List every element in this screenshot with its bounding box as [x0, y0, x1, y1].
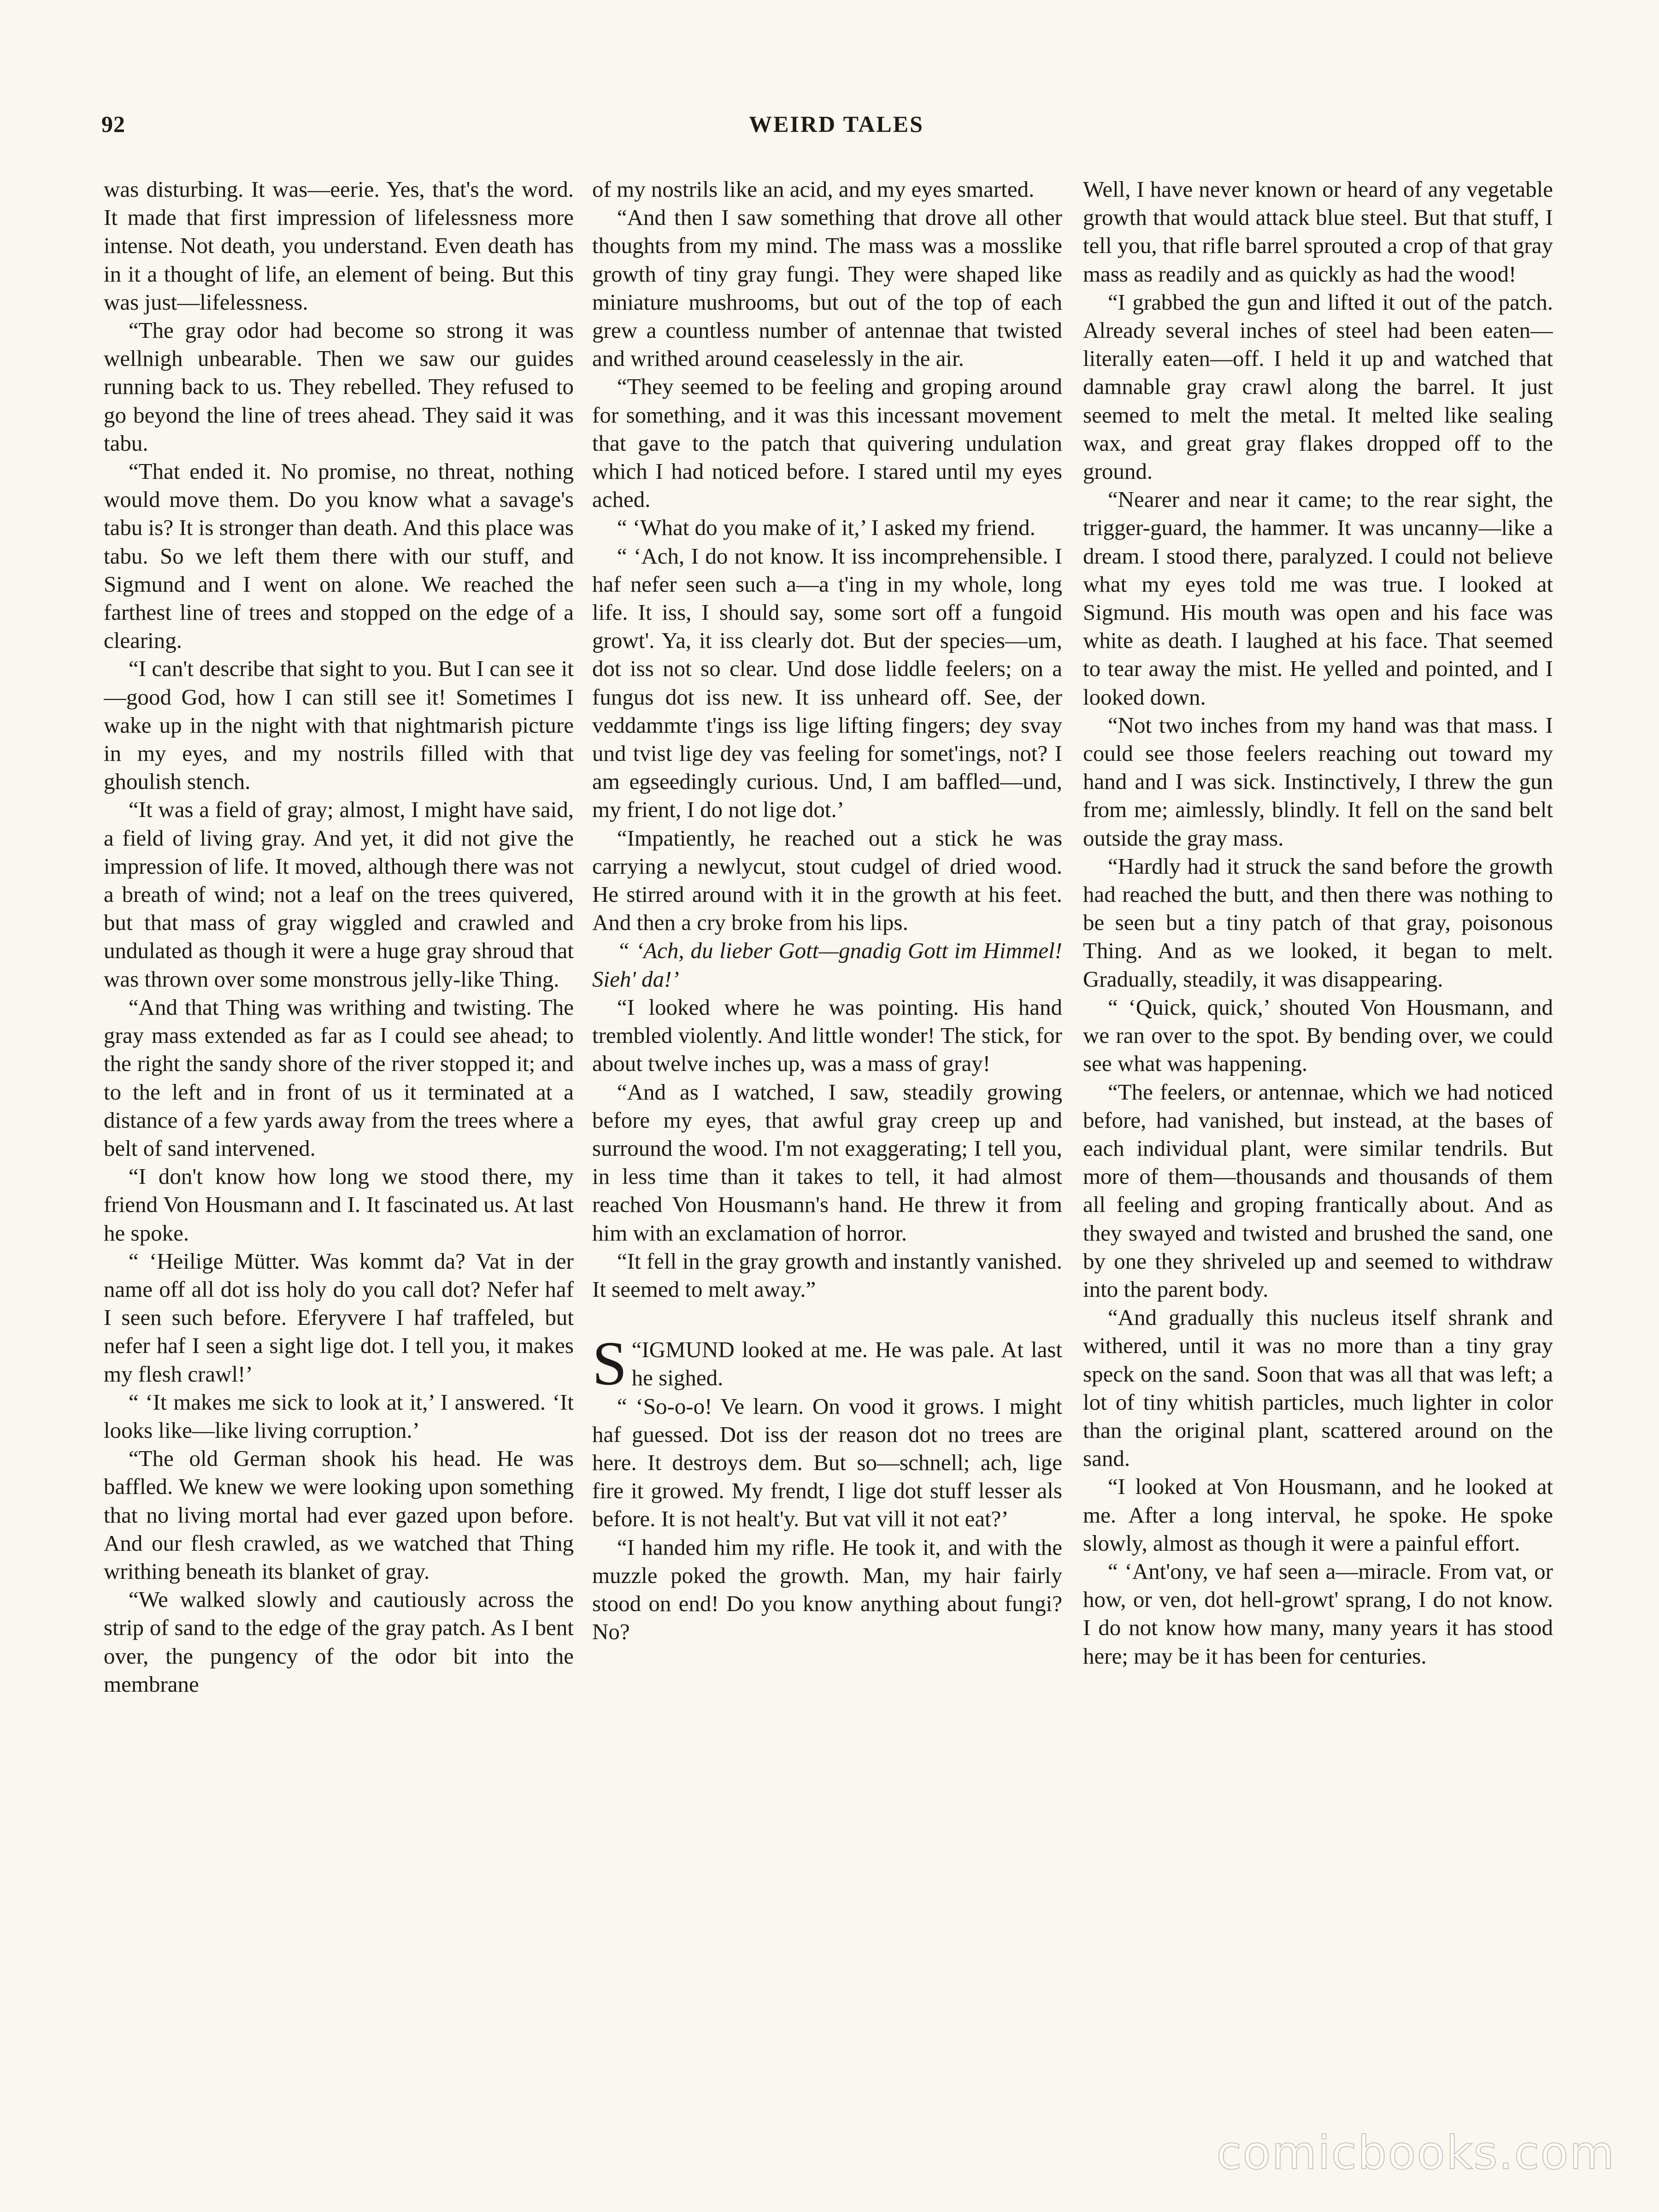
paragraph: “ ‘What do you make of it,’ I asked my friend. [617, 515, 1035, 541]
paragraph: “Not two inches from my hand was that mass. I could see those feelers reaching out toward my hand and I was sick. Instinctively, I threw the gun from me; aimlessly, blindly. It fell on the sand belt outside the gray mass. [1083, 712, 1553, 851]
watermark: comicbooks.com [1216, 2126, 1615, 2180]
paragraph: “ ‘Ant'ony, ve haf seen a—miracle. From vat, or how, or ven, dot hell-growt' sprang, I do not know. I do not know how many, many years it has stood here; may be it has been for centuries. [1083, 1558, 1553, 1669]
running-head: WEIRD TALES [749, 111, 924, 137]
paragraph: “They seemed to be feeling and groping around for something, and it was this incessant movement that gave to the patch that quivering undulation which I had noticed before. I stared until my eyes ached. [592, 374, 1062, 512]
paragraph: “ ‘So-o-o! Ve learn. On vood it grows. I might haf guessed. Dot iss der reason dot no trees are here. It destroys dem. But so—schnell; ach, lige fire it growed. My frendt, I lige dot stuff lesser als before. It is not healt'y. But vat vill it not eat?’ [592, 1393, 1062, 1532]
paragraph: “The gray odor had become so strong it was wellnigh unbearable. Then we saw our guides running back to us. They rebelled. They refused to go beyond the line of trees ahead. They said it was tabu. [104, 318, 574, 456]
paragraph: “That ended it. No promise, no threat, nothing would move them. Do you know what a savage's tabu is? It is stronger than death. And this place was tabu. So we left them there with our stuff, and Sigmund and I went on alone. We reached the farthest line of trees and stopped on the edge of a clearing. [104, 459, 574, 653]
text-column-3 [1083, 175, 1553, 2092]
paragraph: “ ‘Ach, du lieber Gott—gnadig Gott im Himmel! Sieh' da!’ [592, 938, 1062, 992]
drop-cap: S [592, 1329, 627, 1399]
text-column-1 [104, 175, 574, 2092]
paragraph: “ ‘It makes me sick to look at it,’ I answered. ‘It looks like—like living corruption.’ [104, 1389, 574, 1443]
paragraph: “The old German shook his head. He was baffled. We knew we were looking upon something that no living mortal had ever gazed upon before. And our flesh crawled, as we watched that Thing writhing beneath its blanket of gray. [104, 1446, 574, 1584]
page-header [101, 111, 1571, 143]
paragraph: “I looked at Von Housmann, and he looked at me. After a long interval, he spoke. He spoke slowly, almost as though it were a painful effort. [1083, 1474, 1553, 1556]
paragraph: “I don't know how long we stood there, my friend Von Housmann and I. It fascinated us. At last he spoke. [104, 1164, 574, 1246]
paragraph: “And gradually this nucleus itself shrank and withered, until it was no more than a tiny gray speck on the sand. Soon that was all that was left; a lot of tiny whitish particles, much lighter in color than the original plant, scattered around on the sand. [1083, 1305, 1553, 1471]
paragraph: “ ‘Ach, I do not know. It iss incomprehensible. I haf nefer seen such a—a t'ing in my whole, long life. It iss, I should say, some sort off a fungoid growt'. Ya, it iss clearly dot. But der species—um, dot iss not so clear. Und dose liddle feelers; on a fungus dot iss new. It iss unheard off. See, der veddammte t'ings iss lige lifting fingers; dey svay und tvist lige dey vas feeling for somet'ings, not? I am egseedingly curious. Und, I am baffled—und, my frient, I do not lige dot.’ [592, 543, 1062, 823]
paragraph: “Impatiently, he reached out a stick he was carrying a newlycut, stout cudgel of dried wood. He stirred around with it in the growth at his feet. And then a cry broke from his lips. [592, 825, 1062, 935]
section-opening-paragraph: “ S IGMUND looked at me. He was pale. At last he sighed. [592, 1329, 1062, 1399]
page-number: 92 [101, 111, 125, 137]
paragraph: “It fell in the gray growth and instantly vanished. It seemed to melt away.” [592, 1248, 1062, 1302]
paragraph: “Hardly had it struck the sand before the growth had reached the butt, and then there was nothing to be seen but a tiny patch of that gray, poisonous Thing. And as we looked, it began to melt. Gradually, steadily, it was disappearing. [1083, 853, 1553, 992]
paragraph: “And then I saw something that drove all other thoughts from my mind. The mass was a mosslike growth of tiny gray fungi. They were shaped like miniature mushrooms, but out of the top of each grew a countless number of antennae that twisted and writhed around ceaselessly in the air. [592, 205, 1062, 371]
paragraph: “It was a field of gray; almost, I might have said, a field of living gray. And yet, it did not give the impression of life. It moved, although there was not a breath of wind; not a leaf on the trees quivered, but that mass of gray wiggled and crawled and undulated as though it were a huge gray shroud that was thrown over some monstrous jelly-like Thing. [104, 797, 574, 992]
paragraph: “I looked where he was pointing. His hand trembled violently. And little wonder! The stick, for about twelve inches up, was a mass of gray! [592, 994, 1062, 1077]
paragraph: “And that Thing was writhing and twisting. The gray mass extended as far as I could see ahead; to the right the sandy shore of the river stopped it; and to the left and in front of us it terminated at a distance of a few yards away from the trees where a belt of sand intervened. [104, 994, 574, 1161]
paragraph: “I handed him my rifle. He took it, and with the muzzle poked the growth. Man, my hair fairly stood on end! Do you know anything about fungi? No? [592, 1534, 1062, 1645]
paragraph: “Nearer and near it came; to the rear sight, the trigger-guard, the hammer. It was uncanny—like a dream. I stood there, paralyzed. I could not believe what my eyes told me was true. I looked at Sigmund. His mouth was open and his face was white as death. I laughed at his face. That seemed to tear away the mist. He yelled and pointed, and I looked down. [1083, 487, 1553, 710]
section-break [592, 1303, 1062, 1335]
paragraph: “We walked slowly and cautiously across the strip of sand to the edge of the gray patch. As I bent over, the pungency of the odor bit into the membrane [104, 1587, 574, 1697]
paragraph: “The feelers, or antennae, which we had noticed before, had vanished, but instead, at the bases of each individual plant, were similar tendrils. But more of them—thousands and thousands of them all feeling and groping frantically about. And as they swayed and twisted and brushed the sand, one by one they shriveled up and seemed to withdraw into the parent body. [1083, 1079, 1553, 1302]
paragraph: Well, I have never known or heard of any vegetable growth that would attack blue steel. But that stuff, I tell you, that rifle barrel sprouted a crop of that gray mass as readily and as quickly as had the wood! [1083, 176, 1553, 287]
paragraph: “ ‘Quick, quick,’ shouted Von Housmann, and we ran over to the spot. By bending over, we could see what was happening. [1083, 994, 1553, 1077]
paragraph: “And as I watched, I saw, steadily growing before my eyes, that awful gray creep up and surround the wood. I'm not exaggerating; I tell you, in less time than it takes to tell, it had almost reached Von Housmann's hand. He threw it from him with an exclamation of horror. [592, 1079, 1062, 1246]
paragraph: of my nostrils like an acid, and my eyes smarted. [592, 176, 1035, 202]
text-column-2 [592, 175, 1062, 2092]
paragraph: “I can't describe that sight to you. But I can see it—good God, how I can still see it! Sometimes I wake up in the night with that nightmarish picture in my eyes, and my nostrils filled with that ghoulish stench. [104, 656, 574, 794]
paragraph: was disturbing. It was—eerie. Yes, that's the word. It made that first impression of lifelessness more intense. Not death, you understand. Even death has in it a thought of life, an element of being. But this was just—lifelessness. [104, 176, 574, 315]
paragraph: “I grabbed the gun and lifted it out of the patch. Already several inches of steel had been eaten—literally eaten—off. I held it up and watched that damnable gray crawl along the barrel. It just seemed to melt the metal. It melted like sealing wax, and great gray flakes dropped off to the ground. [1083, 289, 1553, 484]
paragraph: “ ‘Heilige Mütter. Was kommt da? Vat in der name off all dot iss holy do you call dot? Nefer haf I seen such before. Eferyvere I haf traffeled, but nefer haf I seen a sight lige dot. I tell you, it makes my flesh crawl!’ [104, 1248, 574, 1387]
